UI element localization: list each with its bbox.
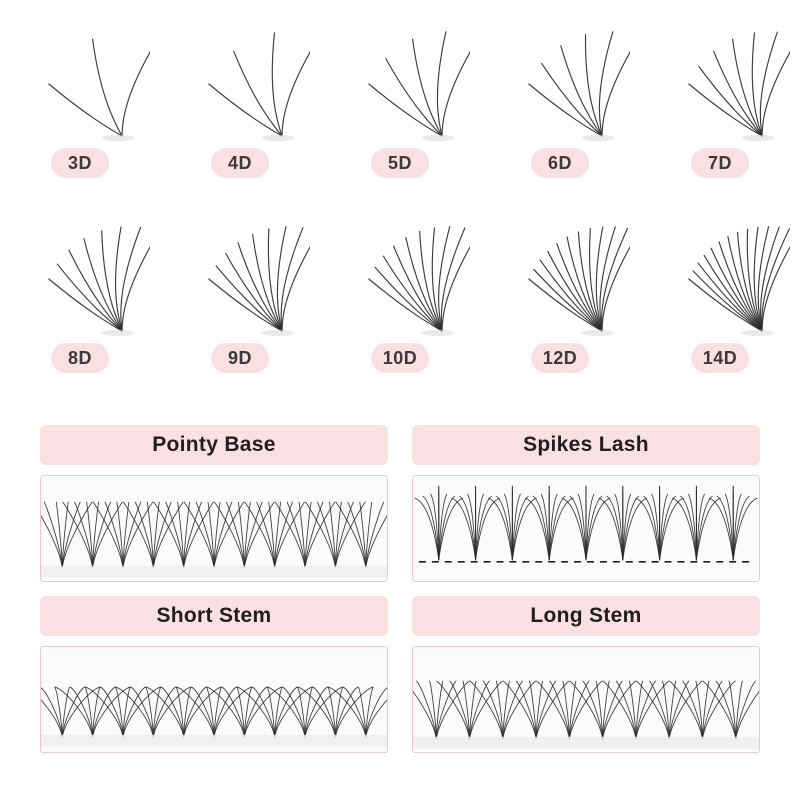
fan-svg-8d [10, 213, 150, 341]
fan-cell-14d [640, 213, 800, 408]
fan-label: 14D [691, 343, 749, 373]
lash-fan-illustration [650, 213, 790, 341]
lash-fan-illustration [330, 213, 470, 341]
fan-cell-12d [480, 213, 640, 408]
panel-image-pointy-base [40, 475, 388, 582]
lash-fan-illustration [490, 18, 630, 146]
lash-fan-illustration [650, 18, 790, 146]
lash-feature-panels [0, 425, 800, 767]
panel-title: Spikes Lash [412, 425, 760, 465]
fan-label: 12D [531, 343, 589, 373]
fan-label: 7D [691, 148, 749, 178]
fan-label: 10D [371, 343, 429, 373]
lash-strip-pointy [41, 476, 387, 581]
fan-label: 9D [211, 343, 269, 373]
fan-cell-7d [640, 18, 800, 213]
panel-image-short-stem [40, 646, 388, 753]
fan-svg-12d [490, 213, 630, 341]
fan-cell-8d [0, 213, 160, 408]
lash-fan-illustration [170, 213, 310, 341]
lash-fan-illustration [10, 18, 150, 146]
panel-long-stem [412, 596, 760, 753]
lash-strip-spikes [413, 476, 759, 581]
fan-cell-6d [480, 18, 640, 213]
panel-short-stem [40, 596, 388, 753]
fan-svg-14d [650, 213, 790, 341]
fan-row-2 [0, 213, 800, 408]
fan-label: 6D [531, 148, 589, 178]
lash-fan-illustration [170, 18, 310, 146]
fan-cell-5d [320, 18, 480, 213]
panel-image-spikes-lash [412, 475, 760, 582]
lash-strip-long-stem [413, 647, 759, 752]
fan-label: 5D [371, 148, 429, 178]
fan-svg-6d [490, 18, 630, 146]
fan-label: 4D [211, 148, 269, 178]
panel-row-1 [0, 425, 800, 582]
panel-title: Short Stem [40, 596, 388, 636]
fan-svg-3d [10, 18, 150, 146]
panel-image-long-stem [412, 646, 760, 753]
lash-fan-illustration [330, 18, 470, 146]
fan-svg-7d [650, 18, 790, 146]
lash-fan-illustration [10, 213, 150, 341]
fan-label: 3D [51, 148, 109, 178]
lash-strip-short-stem [41, 647, 387, 752]
fan-label: 8D [51, 343, 109, 373]
fan-cell-10d [320, 213, 480, 408]
fan-svg-5d [330, 18, 470, 146]
panel-title: Pointy Base [40, 425, 388, 465]
fan-svg-4d [170, 18, 310, 146]
panel-title: Long Stem [412, 596, 760, 636]
panel-pointy-base [40, 425, 388, 582]
fan-cell-3d [0, 18, 160, 213]
fan-svg-9d [170, 213, 310, 341]
fan-svg-10d [330, 213, 470, 341]
panel-row-2 [0, 596, 800, 753]
lash-fan-illustration [490, 213, 630, 341]
panel-spikes-lash [412, 425, 760, 582]
fan-row-1 [0, 18, 800, 213]
fan-cell-4d [160, 18, 320, 213]
fan-cell-9d [160, 213, 320, 408]
